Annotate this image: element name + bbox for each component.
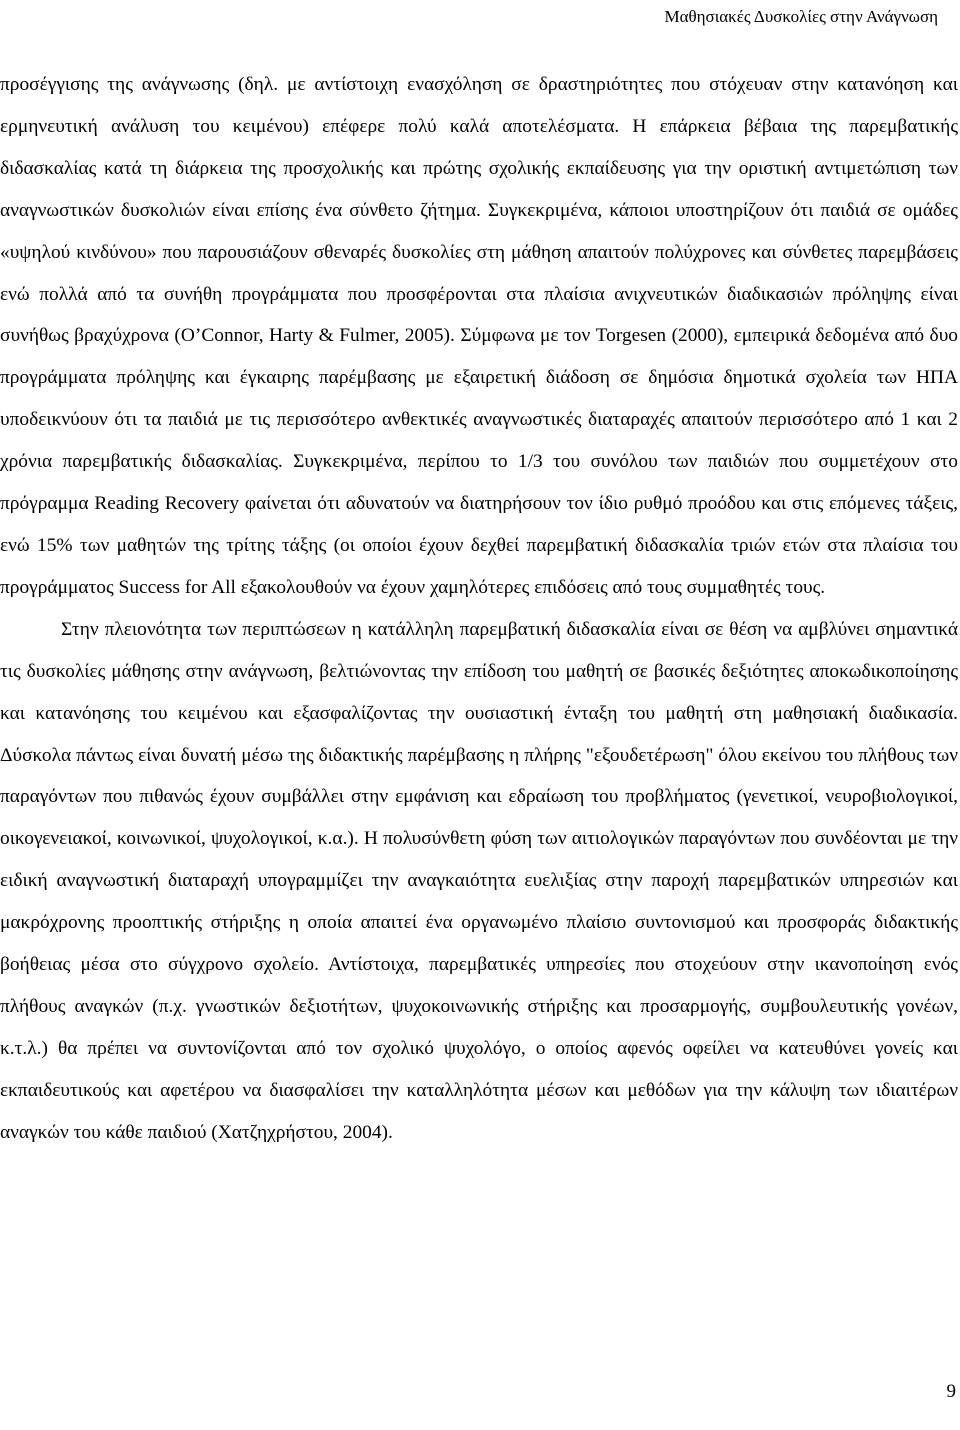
running-header: Μαθησιακές Δυσκολίες στην Ανάγνωση (664, 7, 938, 26)
page-number: 9 (946, 1381, 956, 1402)
paragraph-continuation: προσέγγισης της ανάγνωσης (δηλ. με αντίστοιχη ενασχόληση σε δραστηριότητες που στόχευαν στην κατανόηση και ερμηνευτική ανάλυση του κειμένου) επέφερε πολύ καλά αποτελέσματα. Η επάρκεια βέβαια της παρεμβατικής διδασκαλίας κατά τη διάρκεια της προσχολικής και πρώτης σχολικής εκπαίδευσης για την οριστική αντιμετώπιση των αναγνωστικών δυσκολιών είναι επίσης ένα σύνθετο ζήτημα. Συγκεκριμένα, κάποιοι υποστηρίζουν ότι παιδιά σε ομάδες «υψηλού κινδύνου» που παρουσιάζουν σθεναρές δυσκολίες στη μάθηση απαιτούν πολύχρονες και σύνθετες παρεμβάσεις ενώ πολλά από τα συνήθη προγράμματα που προσφέρονται στα πλαίσια ανιχνευτικών διαδικασιών πρόληψης είναι συνήθως βραχύχρονα (O’Connor, Harty & Fulmer, 2005). Σύμφωνα με τον Torgesen (2000), εμπειρικά δεδομένα από δυο προγράμματα πρόληψης και έγκαιρης παρέμβασης με εξαιρετική διάδοση σε δημόσια δημοτικά σχολεία των ΗΠΑ υποδεικνύουν ότι τα παιδιά με τις περισσότερο ανθεκτικές αναγνωστικές διαταραχές απαιτούν περισσότερο από 1 και 2 χρόνια παρεμβατικής διδασκαλίας. Συγκεκριμένα, περίπου το 1/3 του συνόλου των παιδιών που συμμετέχουν στο πρόγραμμα Reading Recovery φαίνεται ότι αδυνατούν να διατηρήσουν τον ίδιο ρυθμό προόδου και στις επόμενες τάξεις, ενώ 15% των μαθητών της τρίτης τάξης (οι οποίοι έχουν δεχθεί παρεμβατική διδασκαλία τριών ετών στα πλαίσια του προγράμματος Success for All εξακολουθούν να έχουν χαμηλότερες επιδόσεις από τους συμμαθητές τους. (0, 74, 958, 598)
paragraph-intervention: Στην πλειονότητα των περιπτώσεων η κατάλληλη παρεμβατική διδασκαλία είναι σε θέση να αμβλύνει σημαντικά τις δυσκολίες μάθησης στην ανάγνωση, βελτιώνοντας την επίδοση του μαθητή σε βασικές δεξιότητες αποκωδικοποίησης και κατανόησης του κειμένου και εξασφαλίζοντας την ουσιαστική ένταξη του μαθητή στη μαθησιακή διαδικασία. Δύσκολα πάντως είναι δυνατή μέσω της διδακτικής παρέμβασης η πλήρης "εξουδετέρωση" όλου εκείνου του πλήθους των παραγόντων που πιθανώς έχουν συμβάλλει στην εμφάνιση και εδραίωση του προβλήματος (γενετικοί, νευροβιολογικοί, οικογενειακοί, κοινωνικοί, ψυχολογικοί, κ.α.). Η πολυσύνθετη φύση των αιτιολογικών παραγόντων που συνδέονται με την ειδική αναγνωστική διαταραχή υπογραμμίζει την αναγκαιότητα ευελιξίας στην παροχή παρεμβατικών υπηρεσιών και μακρόχρονης προοπτικής στήριξης η οποία απαιτεί ένα οργανωμένο πλαίσιο συντονισμού και προσφοράς διδακτικής βοήθειας μέσα στο σύγχρονο σχολείο. Αντίστοιχα, παρεμβατικές υπηρεσίες που στοχεύουν στην ικανοποίηση ενός πλήθους αναγκών (π.χ. γνωστικών δεξιοτήτων, ψυχοκοινωνικής στήριξης και προσαρμογής, συμβουλευτικής γονέων, κ.τ.λ.) θα πρέπει να συντονίζονται από τον σχολικό ψυχολόγο, ο οποίος αφενός οφείλει να κατευθύνει γονείς και εκπαιδευτικούς και αφετέρου να διασφαλίσει την καταλληλότητα μέσων και μεθόδων για την κάλυψη των ιδιαιτέρων αναγκών του κάθε παιδιού (Χατζηχρήστου, 2004). (0, 618, 958, 1143)
body-text (0, 64, 958, 1154)
